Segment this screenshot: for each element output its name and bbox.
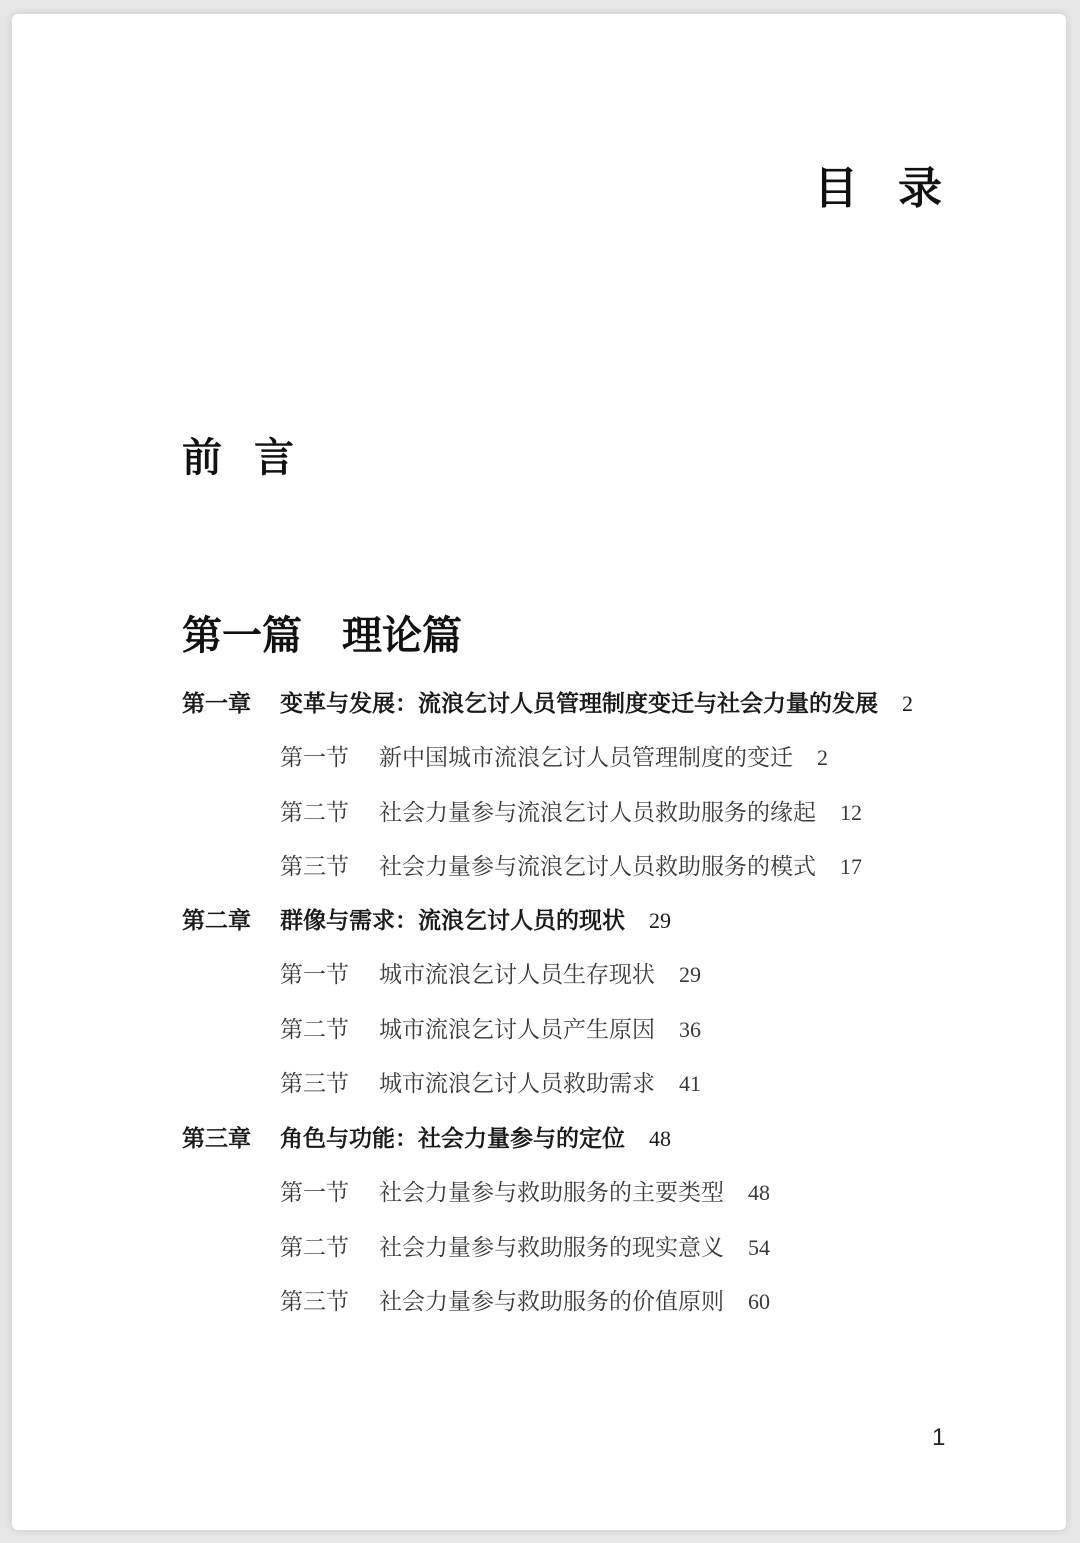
toc-chapter-row[interactable] xyxy=(182,690,913,718)
row-title: 社会力量参与流浪乞讨人员救助服务的模式 xyxy=(379,854,816,880)
row-title: 群像与需求：流浪乞讨人员的现状 xyxy=(280,907,625,934)
toc-chapter-row[interactable] xyxy=(182,1125,671,1153)
row-page-number: 48 xyxy=(649,1126,671,1151)
row-label: 第三章 xyxy=(182,1125,251,1152)
page-number: 1 xyxy=(932,1424,946,1451)
toc-title-char-1: 目 xyxy=(814,163,858,214)
row-page-number: 2 xyxy=(902,691,913,716)
row-page-number: 41 xyxy=(679,1071,701,1096)
toc-section-row[interactable] xyxy=(280,1016,701,1044)
row-label: 第一节 xyxy=(280,962,349,988)
row-title: 角色与功能：社会力量参与的定位 xyxy=(280,1125,625,1152)
row-title: 城市流浪乞讨人员产生原因 xyxy=(379,1017,655,1043)
row-title: 社会力量参与救助服务的价值原则 xyxy=(379,1289,724,1315)
preface-heading[interactable] xyxy=(182,426,294,483)
document-page xyxy=(12,14,1066,1530)
row-label: 第一节 xyxy=(280,745,349,771)
row-page-number: 29 xyxy=(649,908,671,933)
row-label: 第三节 xyxy=(280,1071,349,1097)
row-page-number: 36 xyxy=(679,1017,701,1042)
row-page-number: 12 xyxy=(840,800,862,825)
toc-section-row[interactable] xyxy=(280,961,701,989)
row-title: 社会力量参与救助服务的主要类型 xyxy=(379,1180,724,1206)
toc-title-char-2: 录 xyxy=(898,163,942,214)
row-title: 新中国城市流浪乞讨人员管理制度的变迁 xyxy=(379,745,793,771)
row-title: 社会力量参与流浪乞讨人员救助服务的缘起 xyxy=(379,800,816,826)
row-page-number: 60 xyxy=(748,1289,770,1314)
toc-section-row[interactable] xyxy=(280,1070,701,1098)
row-title: 城市流浪乞讨人员生存现状 xyxy=(379,962,655,988)
row-label: 第一章 xyxy=(182,690,251,717)
row-title: 变革与发展：流浪乞讨人员管理制度变迁与社会力量的发展 xyxy=(280,690,878,717)
row-label: 第三节 xyxy=(280,1289,349,1315)
row-label: 第二节 xyxy=(280,1235,349,1261)
row-label: 第二章 xyxy=(182,907,251,934)
preface-char-2: 言 xyxy=(254,434,294,481)
toc-title xyxy=(814,152,942,216)
part-label: 第一篇 xyxy=(182,612,302,659)
part-heading[interactable] xyxy=(182,604,462,661)
row-label: 第二节 xyxy=(280,1017,349,1043)
toc-section-row[interactable] xyxy=(280,1234,770,1262)
toc-section-row[interactable] xyxy=(280,853,862,881)
row-label: 第三节 xyxy=(280,854,349,880)
toc-chapter-row[interactable] xyxy=(182,907,671,935)
row-page-number: 54 xyxy=(748,1235,770,1260)
preface-char-1: 前 xyxy=(182,434,222,481)
toc-section-row[interactable] xyxy=(280,1288,770,1316)
row-page-number: 48 xyxy=(748,1180,770,1205)
row-page-number: 29 xyxy=(679,962,701,987)
row-title: 社会力量参与救助服务的现实意义 xyxy=(379,1235,724,1261)
row-label: 第二节 xyxy=(280,800,349,826)
row-page-number: 17 xyxy=(840,854,862,879)
row-page-number: 2 xyxy=(817,745,828,770)
row-title: 城市流浪乞讨人员救助需求 xyxy=(379,1071,655,1097)
toc-section-row[interactable] xyxy=(280,744,828,772)
toc-section-row[interactable] xyxy=(280,799,862,827)
part-title: 理论篇 xyxy=(342,612,462,659)
row-label: 第一节 xyxy=(280,1180,349,1206)
toc-section-row[interactable] xyxy=(280,1179,770,1207)
